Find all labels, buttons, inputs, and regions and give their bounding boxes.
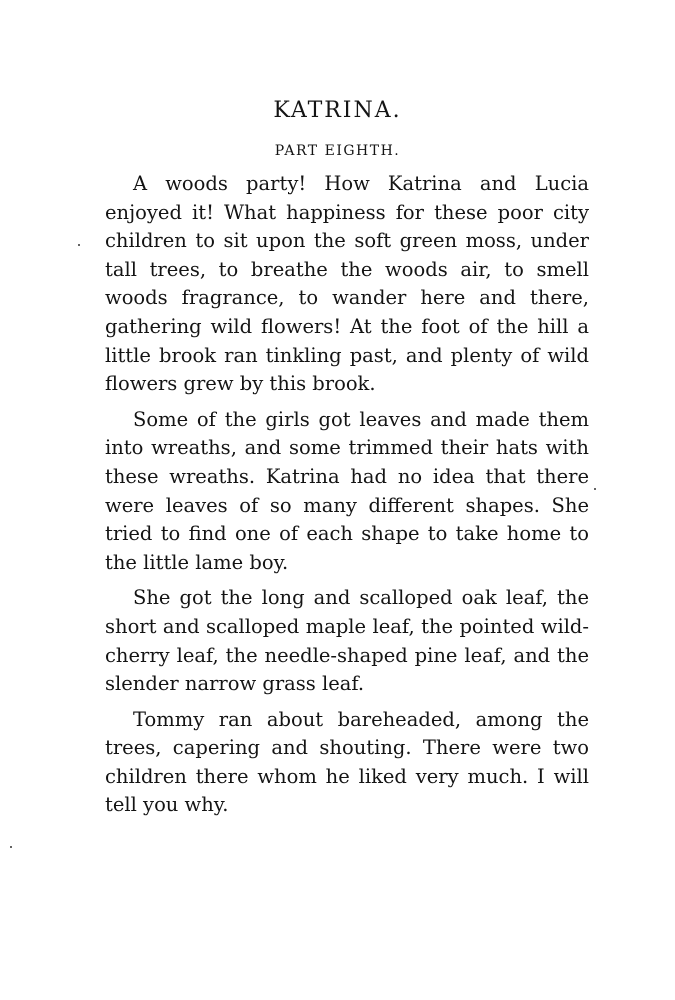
print-speck — [594, 488, 596, 490]
paragraph: Some of the girls got leaves and made them into wreaths, and some trimmed their hats with these wreaths. Katrina had no idea that there were leaves of so many different shapes. She tried to find one of each shape to take home to the little lame boy. — [105, 407, 589, 574]
print-speck — [78, 244, 80, 246]
paragraph: A woods party! How Katrina and Lucia enjoyed it! What happiness for these poor city children to sit upon the soft green moss, under tall trees, to breathe the woods air, to smell woods fragrance, to wander here and there, gathering wild flowers! At the foot of the hill a little brook ran tinkling past, and plenty of wild flowers grew by this brook. — [105, 172, 589, 396]
chapter-title: KATRINA. — [273, 98, 402, 123]
print-speck — [10, 846, 12, 848]
chapter-part: PART EIGHTH. — [274, 143, 401, 159]
paragraph: She got the long and scalloped oak leaf, the short and scalloped maple leaf, the pointed wild-cherry leaf, the needle-shaped pine leaf, and the slender narrow grass leaf. — [105, 586, 589, 696]
story-body — [105, 170, 589, 827]
paragraph: Tommy ran about bareheaded, among the trees, capering and shouting. There were two children there whom he liked very much. I will tell you why. — [105, 707, 589, 817]
